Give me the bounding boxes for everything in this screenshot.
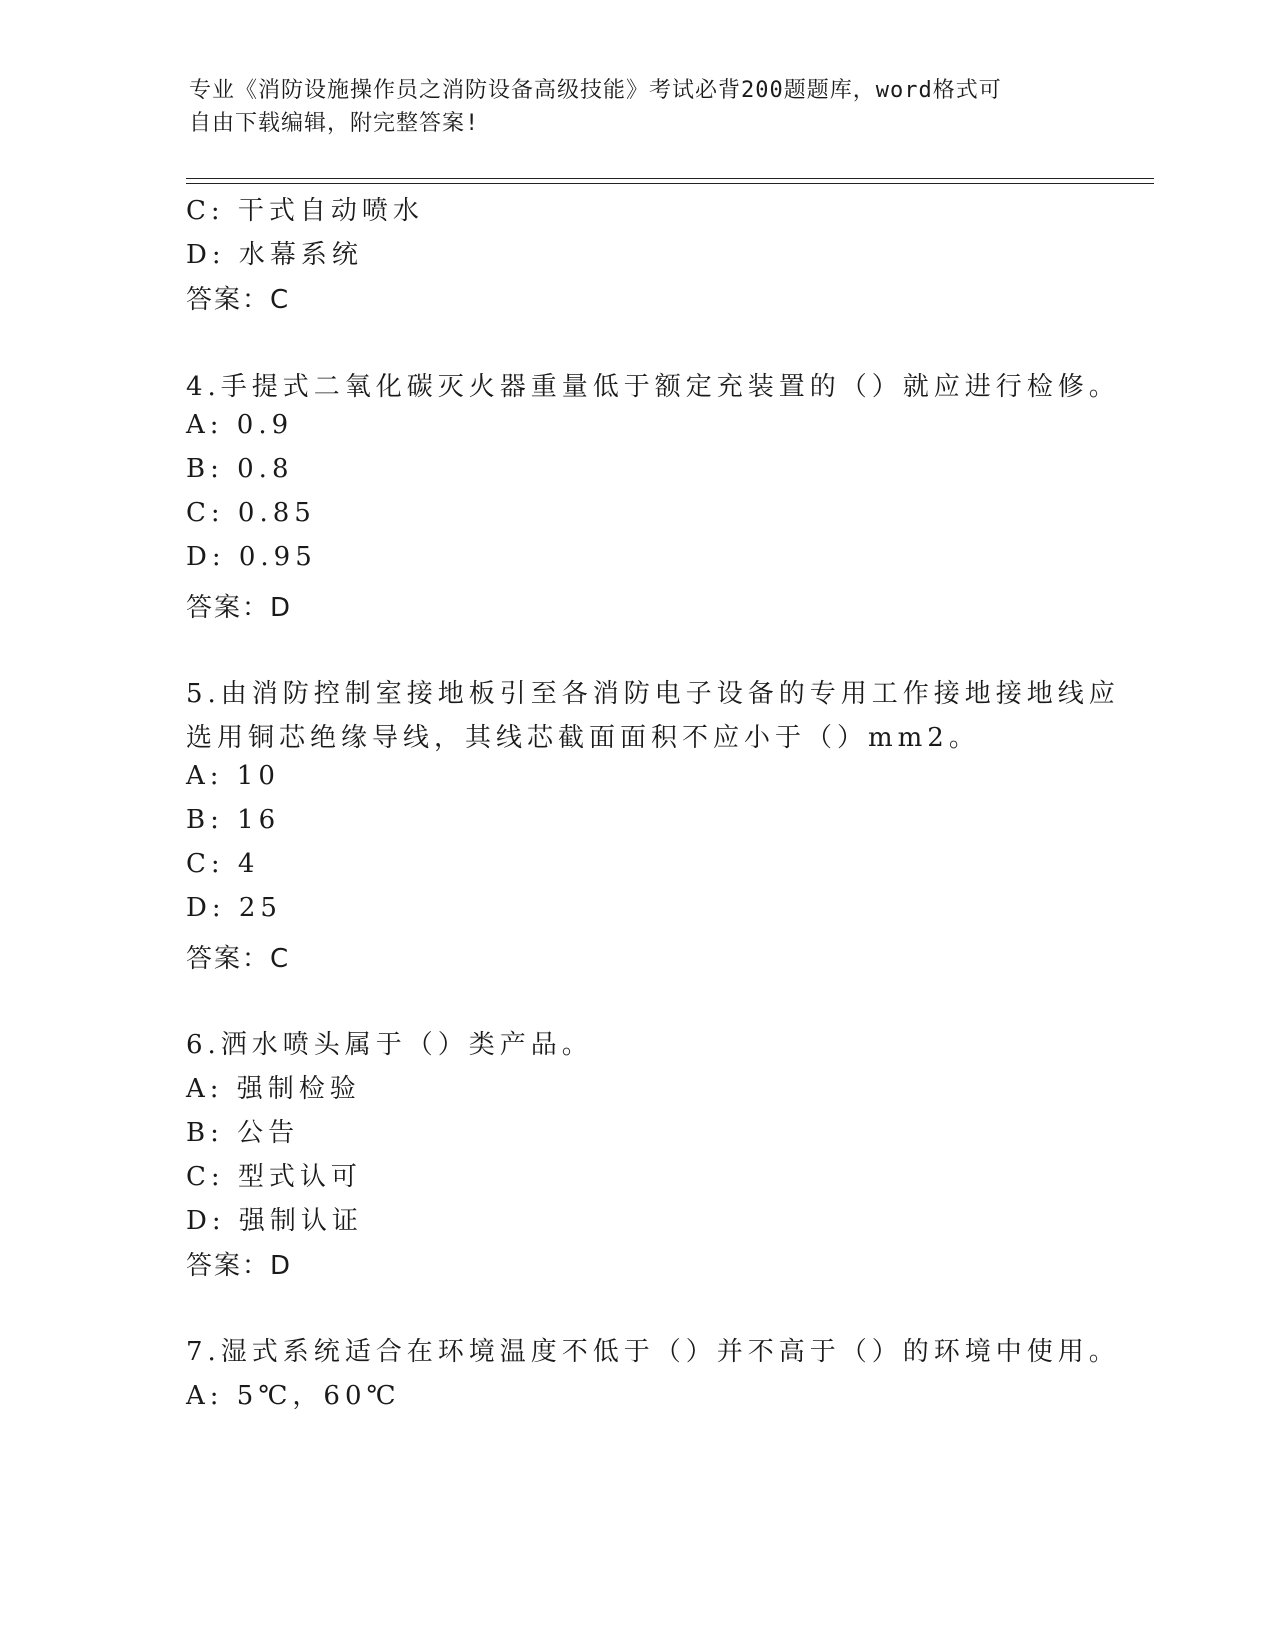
header-divider-bottom bbox=[186, 183, 1154, 184]
q6-option-b: B: 公告 bbox=[186, 1118, 300, 1148]
header-divider-top bbox=[186, 178, 1154, 179]
q4-option-b: B: 0.8 bbox=[186, 454, 294, 484]
q3-option-d: D: 水幕系统 bbox=[186, 240, 363, 270]
q6-answer: 答案：D bbox=[186, 1251, 293, 1281]
q7-stem: 7.湿式系统适合在环境温度不低于（）并不高于（）的环境中使用。 bbox=[186, 1337, 1120, 1367]
q5-answer: 答案：C bbox=[186, 944, 291, 974]
q4-option-c: C: 0.85 bbox=[186, 498, 316, 528]
q5-option-c: C: 4 bbox=[186, 849, 260, 879]
q5-stem-line-1: 5.由消防控制室接地板引至各消防电子设备的专用工作接地接地线应 bbox=[186, 679, 1120, 709]
q5-option-a: A: 10 bbox=[186, 761, 280, 791]
q6-option-d: D: 强制认证 bbox=[186, 1206, 363, 1236]
q5-stem-line-2: 选用铜芯绝缘导线，其线芯截面面积不应小于（）mm2。 bbox=[186, 723, 980, 753]
document-header bbox=[189, 74, 1089, 140]
q4-stem: 4.手提式二氧化碳灭火器重量低于额定充装置的（）就应进行检修。 bbox=[186, 372, 1120, 402]
header-line-1: 专业《消防设施操作员之消防设备高级技能》考试必背200题题库，word格式可 bbox=[189, 78, 1002, 103]
q3-option-c: C: 干式自动喷水 bbox=[186, 196, 424, 226]
q5-option-b: B: 16 bbox=[186, 805, 281, 835]
q4-answer: 答案：D bbox=[186, 593, 293, 623]
q6-option-a: A: 强制检验 bbox=[186, 1074, 361, 1104]
q6-option-c: C: 型式认可 bbox=[186, 1162, 362, 1192]
q5-option-d: D: 25 bbox=[186, 893, 282, 923]
q3-answer: 答案：C bbox=[186, 285, 291, 315]
q7-option-a: A: 5℃，60℃ bbox=[186, 1381, 401, 1411]
header-line-2: 自由下载编辑，附完整答案! bbox=[189, 111, 480, 136]
q4-option-a: A: 0.9 bbox=[186, 410, 294, 440]
q6-stem: 6.洒水喷头属于（）类产品。 bbox=[186, 1030, 593, 1060]
q4-option-d: D: 0.95 bbox=[186, 542, 317, 572]
